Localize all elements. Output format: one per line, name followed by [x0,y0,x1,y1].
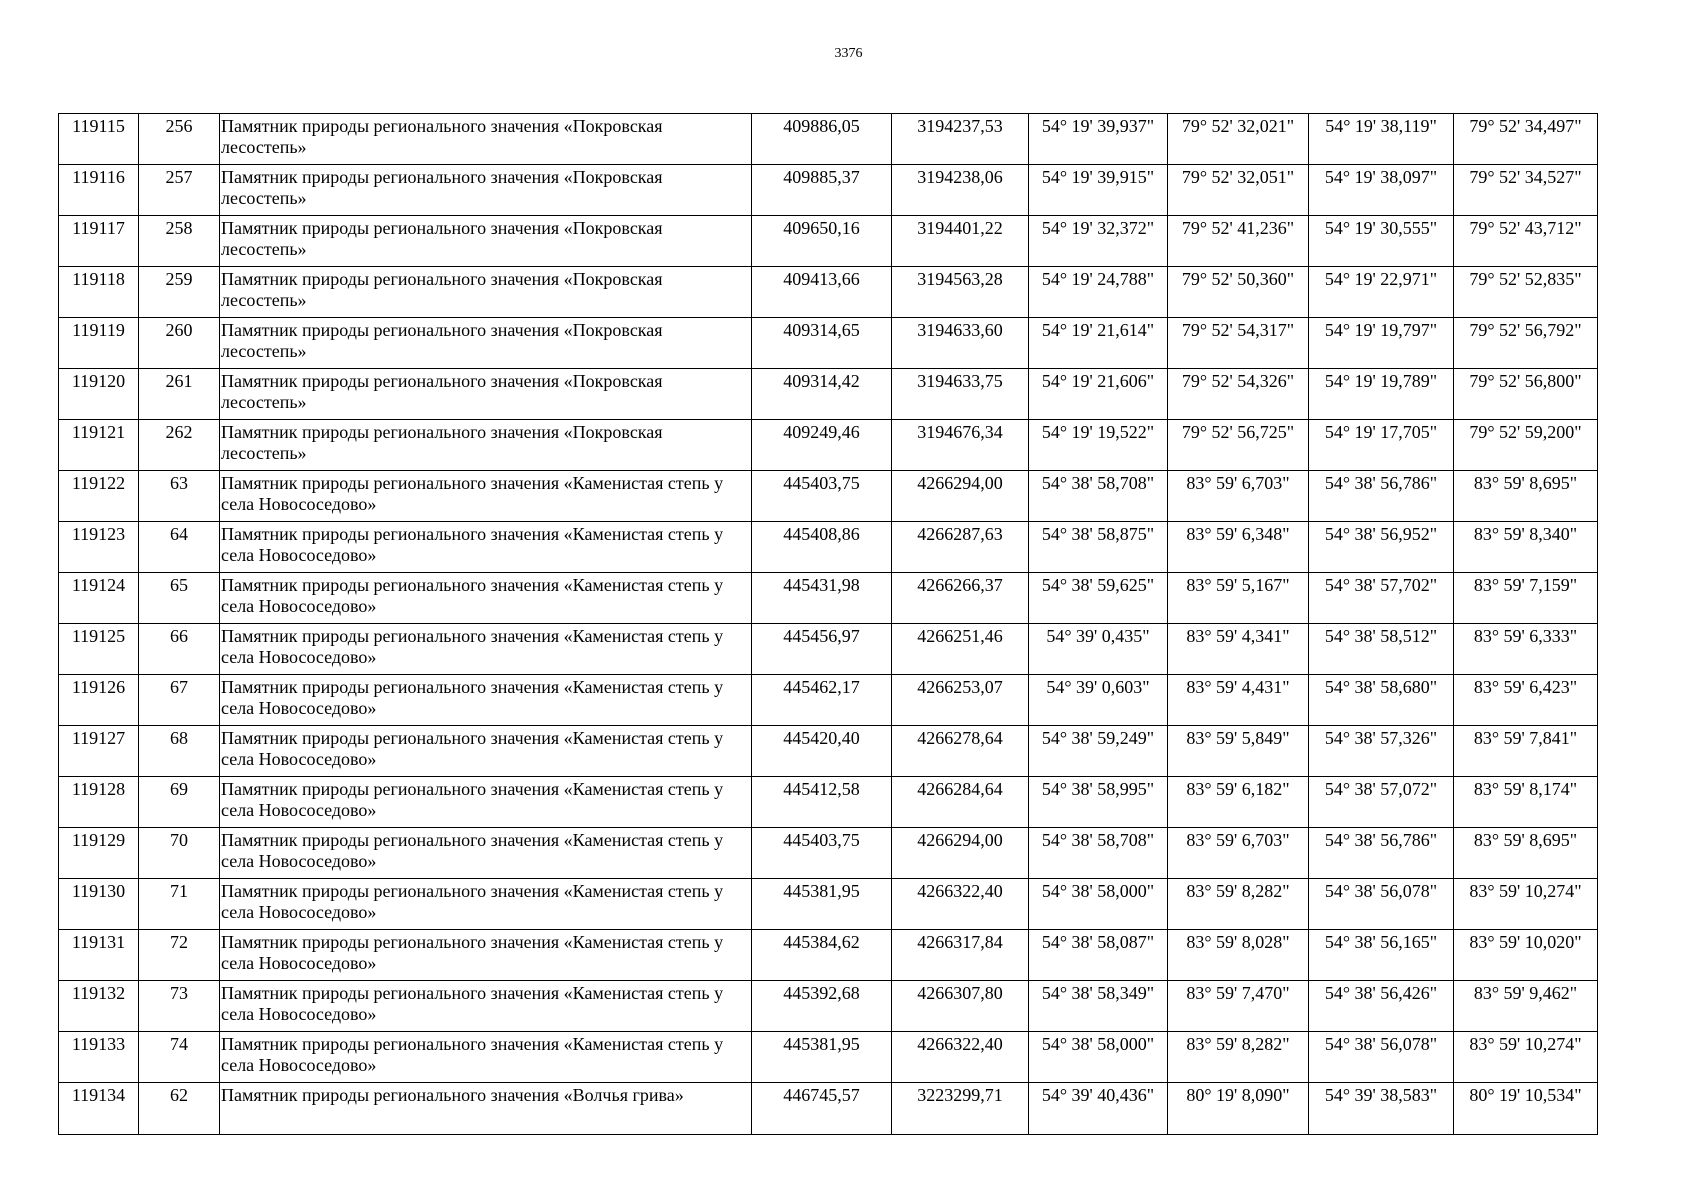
cell-object-name: Памятник природы регионального значения «Каменистая степь у села Новососедово» [220,1032,752,1083]
cell-object-name: Памятник природы регионального значения «Каменистая степь у села Новососедово» [220,981,752,1032]
cell-latitude-1: 54° 38' 59,249" [1029,726,1168,777]
table-row [59,726,1598,777]
cell-longitude-1: 83° 59' 6,348" [1168,522,1309,573]
cell-longitude-1: 80° 19' 8,090" [1168,1083,1309,1135]
cell-longitude-2: 79° 52' 34,497" [1454,114,1598,165]
cell-latitude-2: 54° 39' 38,583" [1309,1083,1454,1135]
cell-latitude-1: 54° 38' 58,995" [1029,777,1168,828]
cell-object-name: Памятник природы регионального значения «Покровская лесостепь» [220,216,752,267]
table-row [59,879,1598,930]
cell-x-coordinate: 445431,98 [752,573,892,624]
cell-id: 119124 [59,573,139,624]
cell-longitude-1: 79° 52' 50,360" [1168,267,1309,318]
coordinates-table [58,113,1598,1135]
cell-point-number: 256 [139,114,220,165]
cell-latitude-2: 54° 38' 56,952" [1309,522,1454,573]
cell-y-coordinate: 4266266,37 [892,573,1029,624]
cell-latitude-2: 54° 38' 57,702" [1309,573,1454,624]
cell-longitude-2: 83° 59' 7,159" [1454,573,1598,624]
cell-y-coordinate: 3194238,06 [892,165,1029,216]
cell-point-number: 68 [139,726,220,777]
cell-latitude-2: 54° 38' 56,165" [1309,930,1454,981]
cell-x-coordinate: 445381,95 [752,879,892,930]
page-number: 3376 [834,46,863,61]
cell-latitude-2: 54° 38' 58,512" [1309,624,1454,675]
cell-longitude-2: 83° 59' 10,274" [1454,879,1598,930]
cell-longitude-1: 79° 52' 41,236" [1168,216,1309,267]
cell-longitude-1: 79° 52' 56,725" [1168,420,1309,471]
cell-point-number: 257 [139,165,220,216]
table-row [59,216,1598,267]
cell-y-coordinate: 4266287,63 [892,522,1029,573]
cell-longitude-2: 83° 59' 8,695" [1454,471,1598,522]
cell-x-coordinate: 409885,37 [752,165,892,216]
cell-x-coordinate: 445412,58 [752,777,892,828]
cell-longitude-2: 83° 59' 7,841" [1454,726,1598,777]
cell-object-name: Памятник природы регионального значения «Покровская лесостепь» [220,369,752,420]
cell-y-coordinate: 3223299,71 [892,1083,1029,1135]
table-body [59,114,1598,1135]
cell-x-coordinate: 409886,05 [752,114,892,165]
table-row [59,930,1598,981]
cell-y-coordinate: 4266307,80 [892,981,1029,1032]
cell-latitude-2: 54° 19' 19,797" [1309,318,1454,369]
cell-latitude-1: 54° 19' 32,372" [1029,216,1168,267]
cell-point-number: 73 [139,981,220,1032]
cell-id: 119127 [59,726,139,777]
cell-latitude-1: 54° 19' 39,937" [1029,114,1168,165]
cell-object-name: Памятник природы регионального значения «Каменистая степь у села Новососедово» [220,726,752,777]
table-row [59,318,1598,369]
cell-id: 119123 [59,522,139,573]
cell-y-coordinate: 4266322,40 [892,879,1029,930]
cell-x-coordinate: 445420,40 [752,726,892,777]
cell-y-coordinate: 4266284,64 [892,777,1029,828]
cell-longitude-1: 83° 59' 5,849" [1168,726,1309,777]
cell-latitude-2: 54° 19' 38,119" [1309,114,1454,165]
cell-latitude-2: 54° 38' 56,786" [1309,471,1454,522]
table-row [59,522,1598,573]
cell-longitude-2: 79° 52' 52,835" [1454,267,1598,318]
cell-point-number: 259 [139,267,220,318]
cell-longitude-1: 79° 52' 32,051" [1168,165,1309,216]
cell-object-name: Памятник природы регионального значения «Каменистая степь у села Новососедово» [220,828,752,879]
cell-point-number: 69 [139,777,220,828]
cell-latitude-1: 54° 19' 39,915" [1029,165,1168,216]
cell-y-coordinate: 4266322,40 [892,1032,1029,1083]
cell-latitude-2: 54° 19' 17,705" [1309,420,1454,471]
cell-latitude-2: 54° 38' 57,072" [1309,777,1454,828]
cell-latitude-1: 54° 19' 21,614" [1029,318,1168,369]
table-row [59,267,1598,318]
cell-x-coordinate: 446745,57 [752,1083,892,1135]
cell-latitude-1: 54° 38' 58,349" [1029,981,1168,1032]
cell-longitude-1: 83° 59' 8,282" [1168,879,1309,930]
cell-longitude-2: 83° 59' 6,423" [1454,675,1598,726]
cell-latitude-1: 54° 39' 40,436" [1029,1083,1168,1135]
cell-object-name: Памятник природы регионального значения «Покровская лесостепь» [220,420,752,471]
cell-latitude-1: 54° 38' 58,875" [1029,522,1168,573]
table-row [59,573,1598,624]
cell-latitude-2: 54° 38' 56,078" [1309,1032,1454,1083]
cell-y-coordinate: 4266278,64 [892,726,1029,777]
cell-latitude-2: 54° 38' 56,786" [1309,828,1454,879]
cell-x-coordinate: 445403,75 [752,471,892,522]
cell-latitude-2: 54° 38' 56,078" [1309,879,1454,930]
cell-latitude-2: 54° 19' 30,555" [1309,216,1454,267]
cell-longitude-2: 79° 52' 59,200" [1454,420,1598,471]
cell-latitude-1: 54° 39' 0,435" [1029,624,1168,675]
cell-latitude-2: 54° 38' 56,426" [1309,981,1454,1032]
cell-id: 119128 [59,777,139,828]
cell-y-coordinate: 4266251,46 [892,624,1029,675]
cell-point-number: 72 [139,930,220,981]
cell-longitude-1: 79° 52' 32,021" [1168,114,1309,165]
cell-x-coordinate: 445392,68 [752,981,892,1032]
cell-longitude-1: 79° 52' 54,317" [1168,318,1309,369]
cell-object-name: Памятник природы регионального значения «Каменистая степь у села Новососедово» [220,573,752,624]
cell-longitude-2: 83° 59' 6,333" [1454,624,1598,675]
cell-id: 119119 [59,318,139,369]
cell-y-coordinate: 4266317,84 [892,930,1029,981]
cell-latitude-1: 54° 38' 58,087" [1029,930,1168,981]
cell-x-coordinate: 445462,17 [752,675,892,726]
cell-point-number: 65 [139,573,220,624]
table-row [59,471,1598,522]
cell-point-number: 258 [139,216,220,267]
cell-latitude-1: 54° 38' 58,000" [1029,1032,1168,1083]
cell-id: 119122 [59,471,139,522]
cell-longitude-1: 83° 59' 5,167" [1168,573,1309,624]
table-row [59,624,1598,675]
cell-y-coordinate: 4266294,00 [892,471,1029,522]
cell-id: 119116 [59,165,139,216]
cell-object-name: Памятник природы регионального значения «Каменистая степь у села Новососедово» [220,522,752,573]
table-row [59,369,1598,420]
cell-longitude-1: 83° 59' 8,282" [1168,1032,1309,1083]
cell-longitude-2: 83° 59' 8,340" [1454,522,1598,573]
cell-point-number: 261 [139,369,220,420]
cell-y-coordinate: 3194401,22 [892,216,1029,267]
cell-point-number: 62 [139,1083,220,1135]
cell-point-number: 262 [139,420,220,471]
table-row [59,165,1598,216]
cell-longitude-2: 83° 59' 9,462" [1454,981,1598,1032]
cell-longitude-2: 83° 59' 10,020" [1454,930,1598,981]
cell-point-number: 67 [139,675,220,726]
cell-point-number: 63 [139,471,220,522]
cell-longitude-2: 79° 52' 56,800" [1454,369,1598,420]
cell-point-number: 70 [139,828,220,879]
table-row [59,114,1598,165]
cell-latitude-1: 54° 19' 24,788" [1029,267,1168,318]
cell-id: 119125 [59,624,139,675]
cell-longitude-1: 83° 59' 4,341" [1168,624,1309,675]
cell-x-coordinate: 409314,65 [752,318,892,369]
cell-point-number: 74 [139,1032,220,1083]
cell-longitude-2: 83° 59' 10,274" [1454,1032,1598,1083]
cell-y-coordinate: 3194633,75 [892,369,1029,420]
cell-object-name: Памятник природы регионального значения «Каменистая степь у села Новососедово» [220,675,752,726]
cell-id: 119130 [59,879,139,930]
cell-x-coordinate: 445384,62 [752,930,892,981]
cell-id: 119120 [59,369,139,420]
cell-id: 119126 [59,675,139,726]
cell-x-coordinate: 445456,97 [752,624,892,675]
cell-object-name: Памятник природы регионального значения «Каменистая степь у села Новососедово» [220,471,752,522]
table-row [59,828,1598,879]
table-row [59,420,1598,471]
cell-latitude-2: 54° 19' 19,789" [1309,369,1454,420]
cell-latitude-2: 54° 19' 38,097" [1309,165,1454,216]
cell-x-coordinate: 409650,16 [752,216,892,267]
cell-id: 119117 [59,216,139,267]
cell-longitude-2: 79° 52' 34,527" [1454,165,1598,216]
cell-x-coordinate: 409314,42 [752,369,892,420]
cell-longitude-2: 83° 59' 8,174" [1454,777,1598,828]
cell-y-coordinate: 3194676,34 [892,420,1029,471]
cell-longitude-1: 83° 59' 4,431" [1168,675,1309,726]
cell-latitude-1: 54° 38' 59,625" [1029,573,1168,624]
cell-object-name: Памятник природы регионального значения «Покровская лесостепь» [220,165,752,216]
cell-longitude-2: 79° 52' 56,792" [1454,318,1598,369]
cell-object-name: Памятник природы регионального значения «Каменистая степь у села Новососедово» [220,777,752,828]
cell-y-coordinate: 3194237,53 [892,114,1029,165]
cell-longitude-1: 79° 52' 54,326" [1168,369,1309,420]
cell-latitude-2: 54° 19' 22,971" [1309,267,1454,318]
cell-latitude-1: 54° 19' 19,522" [1029,420,1168,471]
cell-object-name: Памятник природы регионального значения «Каменистая степь у села Новососедово» [220,879,752,930]
cell-point-number: 260 [139,318,220,369]
cell-x-coordinate: 409413,66 [752,267,892,318]
table-row [59,1032,1598,1083]
cell-x-coordinate: 445408,86 [752,522,892,573]
table-row [59,777,1598,828]
cell-latitude-1: 54° 38' 58,708" [1029,471,1168,522]
cell-longitude-1: 83° 59' 6,703" [1168,828,1309,879]
cell-y-coordinate: 4266294,00 [892,828,1029,879]
cell-id: 119129 [59,828,139,879]
cell-y-coordinate: 3194633,60 [892,318,1029,369]
table-row [59,675,1598,726]
cell-object-name: Памятник природы регионального значения «Каменистая степь у села Новососедово» [220,930,752,981]
cell-longitude-1: 83° 59' 7,470" [1168,981,1309,1032]
cell-latitude-1: 54° 19' 21,606" [1029,369,1168,420]
cell-y-coordinate: 4266253,07 [892,675,1029,726]
cell-object-name: Памятник природы регионального значения «Волчья грива» [220,1083,752,1135]
cell-latitude-1: 54° 39' 0,603" [1029,675,1168,726]
cell-x-coordinate: 445403,75 [752,828,892,879]
cell-object-name: Памятник природы регионального значения «Покровская лесостепь» [220,114,752,165]
cell-id: 119115 [59,114,139,165]
cell-id: 119133 [59,1032,139,1083]
cell-longitude-2: 79° 52' 43,712" [1454,216,1598,267]
cell-latitude-2: 54° 38' 58,680" [1309,675,1454,726]
table-row [59,1083,1598,1135]
cell-point-number: 71 [139,879,220,930]
cell-latitude-2: 54° 38' 57,326" [1309,726,1454,777]
cell-id: 119131 [59,930,139,981]
cell-id: 119118 [59,267,139,318]
cell-point-number: 64 [139,522,220,573]
cell-longitude-1: 83° 59' 6,703" [1168,471,1309,522]
cell-longitude-1: 83° 59' 8,028" [1168,930,1309,981]
cell-object-name: Памятник природы регионального значения «Покровская лесостепь» [220,267,752,318]
cell-object-name: Памятник природы регионального значения «Покровская лесостепь» [220,318,752,369]
cell-longitude-2: 80° 19' 10,534" [1454,1083,1598,1135]
cell-latitude-1: 54° 38' 58,000" [1029,879,1168,930]
table-row [59,981,1598,1032]
cell-latitude-1: 54° 38' 58,708" [1029,828,1168,879]
cell-longitude-1: 83° 59' 6,182" [1168,777,1309,828]
cell-x-coordinate: 409249,46 [752,420,892,471]
cell-y-coordinate: 3194563,28 [892,267,1029,318]
cell-id: 119132 [59,981,139,1032]
cell-point-number: 66 [139,624,220,675]
cell-object-name: Памятник природы регионального значения «Каменистая степь у села Новососедово» [220,624,752,675]
cell-id: 119121 [59,420,139,471]
cell-x-coordinate: 445381,95 [752,1032,892,1083]
cell-longitude-2: 83° 59' 8,695" [1454,828,1598,879]
cell-id: 119134 [59,1083,139,1135]
